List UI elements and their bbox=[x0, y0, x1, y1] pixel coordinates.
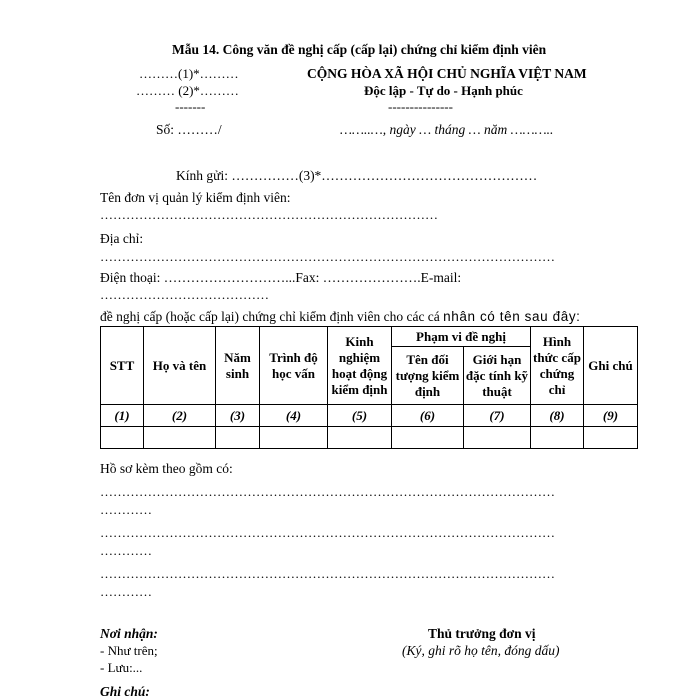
header-form: Hình thức cấp chứng chỉ bbox=[531, 327, 584, 405]
header-stt: STT bbox=[101, 327, 144, 405]
candidate-table bbox=[100, 326, 638, 449]
document-date: ……..…, ngày … tháng … năm ……….. bbox=[340, 122, 554, 137]
column-number-row bbox=[101, 405, 638, 427]
address-dots: …………………………………………………………………………………………… bbox=[100, 249, 555, 264]
motto-divider: --------------- bbox=[388, 99, 453, 114]
org-line-2: ……… (2)*……… bbox=[136, 83, 239, 98]
request-text-1: đề nghị cấp (hoặc cấp lại) chứng chỉ kiểm định viên cho các cá bbox=[100, 309, 440, 324]
document-number: Số: ………/ bbox=[156, 122, 222, 137]
table-row bbox=[101, 427, 638, 449]
recipient-line: Kính gửi: ……………(3)*………………………………………… bbox=[176, 168, 538, 183]
request-line bbox=[100, 309, 581, 325]
table-cell bbox=[531, 427, 584, 449]
table-cell bbox=[144, 427, 216, 449]
address-label: Địa chỉ: bbox=[100, 231, 144, 246]
org-divider: ------- bbox=[175, 99, 206, 114]
header-object: Tên đối tượng kiểm định bbox=[392, 347, 464, 405]
org-line-1: ………(1)*……… bbox=[139, 66, 239, 81]
unit-head-title: Thủ trưởng đơn vị bbox=[428, 626, 536, 641]
attachment-line: …………………………………………………………………………………………… bbox=[100, 484, 555, 499]
column-number: (7) bbox=[464, 405, 531, 427]
unit-head-sign-note: (Ký, ghi rõ họ tên, đóng dấu) bbox=[402, 643, 560, 658]
column-number: (5) bbox=[328, 405, 392, 427]
column-number: (2) bbox=[144, 405, 216, 427]
column-number: (8) bbox=[531, 405, 584, 427]
motto: Độc lập - Tự do - Hạnh phúc bbox=[364, 83, 523, 98]
recipient-item: - Lưu:... bbox=[100, 660, 143, 675]
header-scope: Phạm vi đề nghị bbox=[392, 327, 531, 347]
table-cell bbox=[216, 427, 260, 449]
attachments-label: Hồ sơ kèm theo gồm có: bbox=[100, 461, 233, 476]
attachment-line: …………………………………………………………………………………………… bbox=[100, 525, 555, 540]
unit-label: Tên đơn vị quản lý kiểm định viên: bbox=[100, 190, 291, 205]
request-text-2: nhân có tên sau đây: bbox=[443, 309, 581, 324]
attachment-line-cont: ………… bbox=[100, 584, 152, 599]
column-number: (4) bbox=[260, 405, 328, 427]
header-birth-year: Năm sinh bbox=[216, 327, 260, 405]
recipients-label: Nơi nhận: bbox=[100, 626, 158, 641]
column-number: (3) bbox=[216, 405, 260, 427]
note-label: Ghi chú: bbox=[100, 684, 150, 699]
column-number: (9) bbox=[584, 405, 638, 427]
table-cell bbox=[584, 427, 638, 449]
contact-line: Điện thoại: ………………………...Fax: ………………….E-mail: bbox=[100, 270, 462, 285]
table-cell bbox=[328, 427, 392, 449]
attachment-line-cont: ………… bbox=[100, 543, 152, 558]
table-cell bbox=[101, 427, 144, 449]
header-note: Ghi chú bbox=[584, 327, 638, 405]
column-number: (6) bbox=[392, 405, 464, 427]
table-cell bbox=[392, 427, 464, 449]
column-number: (1) bbox=[101, 405, 144, 427]
header-name: Họ và tên bbox=[144, 327, 216, 405]
attachment-line: …………………………………………………………………………………………… bbox=[100, 566, 555, 581]
attachment-line-cont: ………… bbox=[100, 502, 152, 517]
form-title: Mẫu 14. Công văn đề nghị cấp (cấp lại) chứng chỉ kiểm định viên bbox=[172, 42, 547, 57]
country-name: CỘNG HÒA XÃ HỘI CHỦ NGHĨA VIỆT NAM bbox=[307, 66, 587, 81]
header-limit: Giới hạn đặc tính kỹ thuật bbox=[464, 347, 531, 405]
table-cell bbox=[260, 427, 328, 449]
table-cell bbox=[464, 427, 531, 449]
header-experience: Kinh nghiệm hoạt động kiểm định bbox=[328, 327, 392, 405]
header-education: Trình độ học vấn bbox=[260, 327, 328, 405]
unit-dots: …………………………………………………………………… bbox=[100, 207, 438, 222]
recipient-item: - Như trên; bbox=[100, 643, 158, 658]
contact-dots: ………………………………… bbox=[100, 287, 269, 302]
